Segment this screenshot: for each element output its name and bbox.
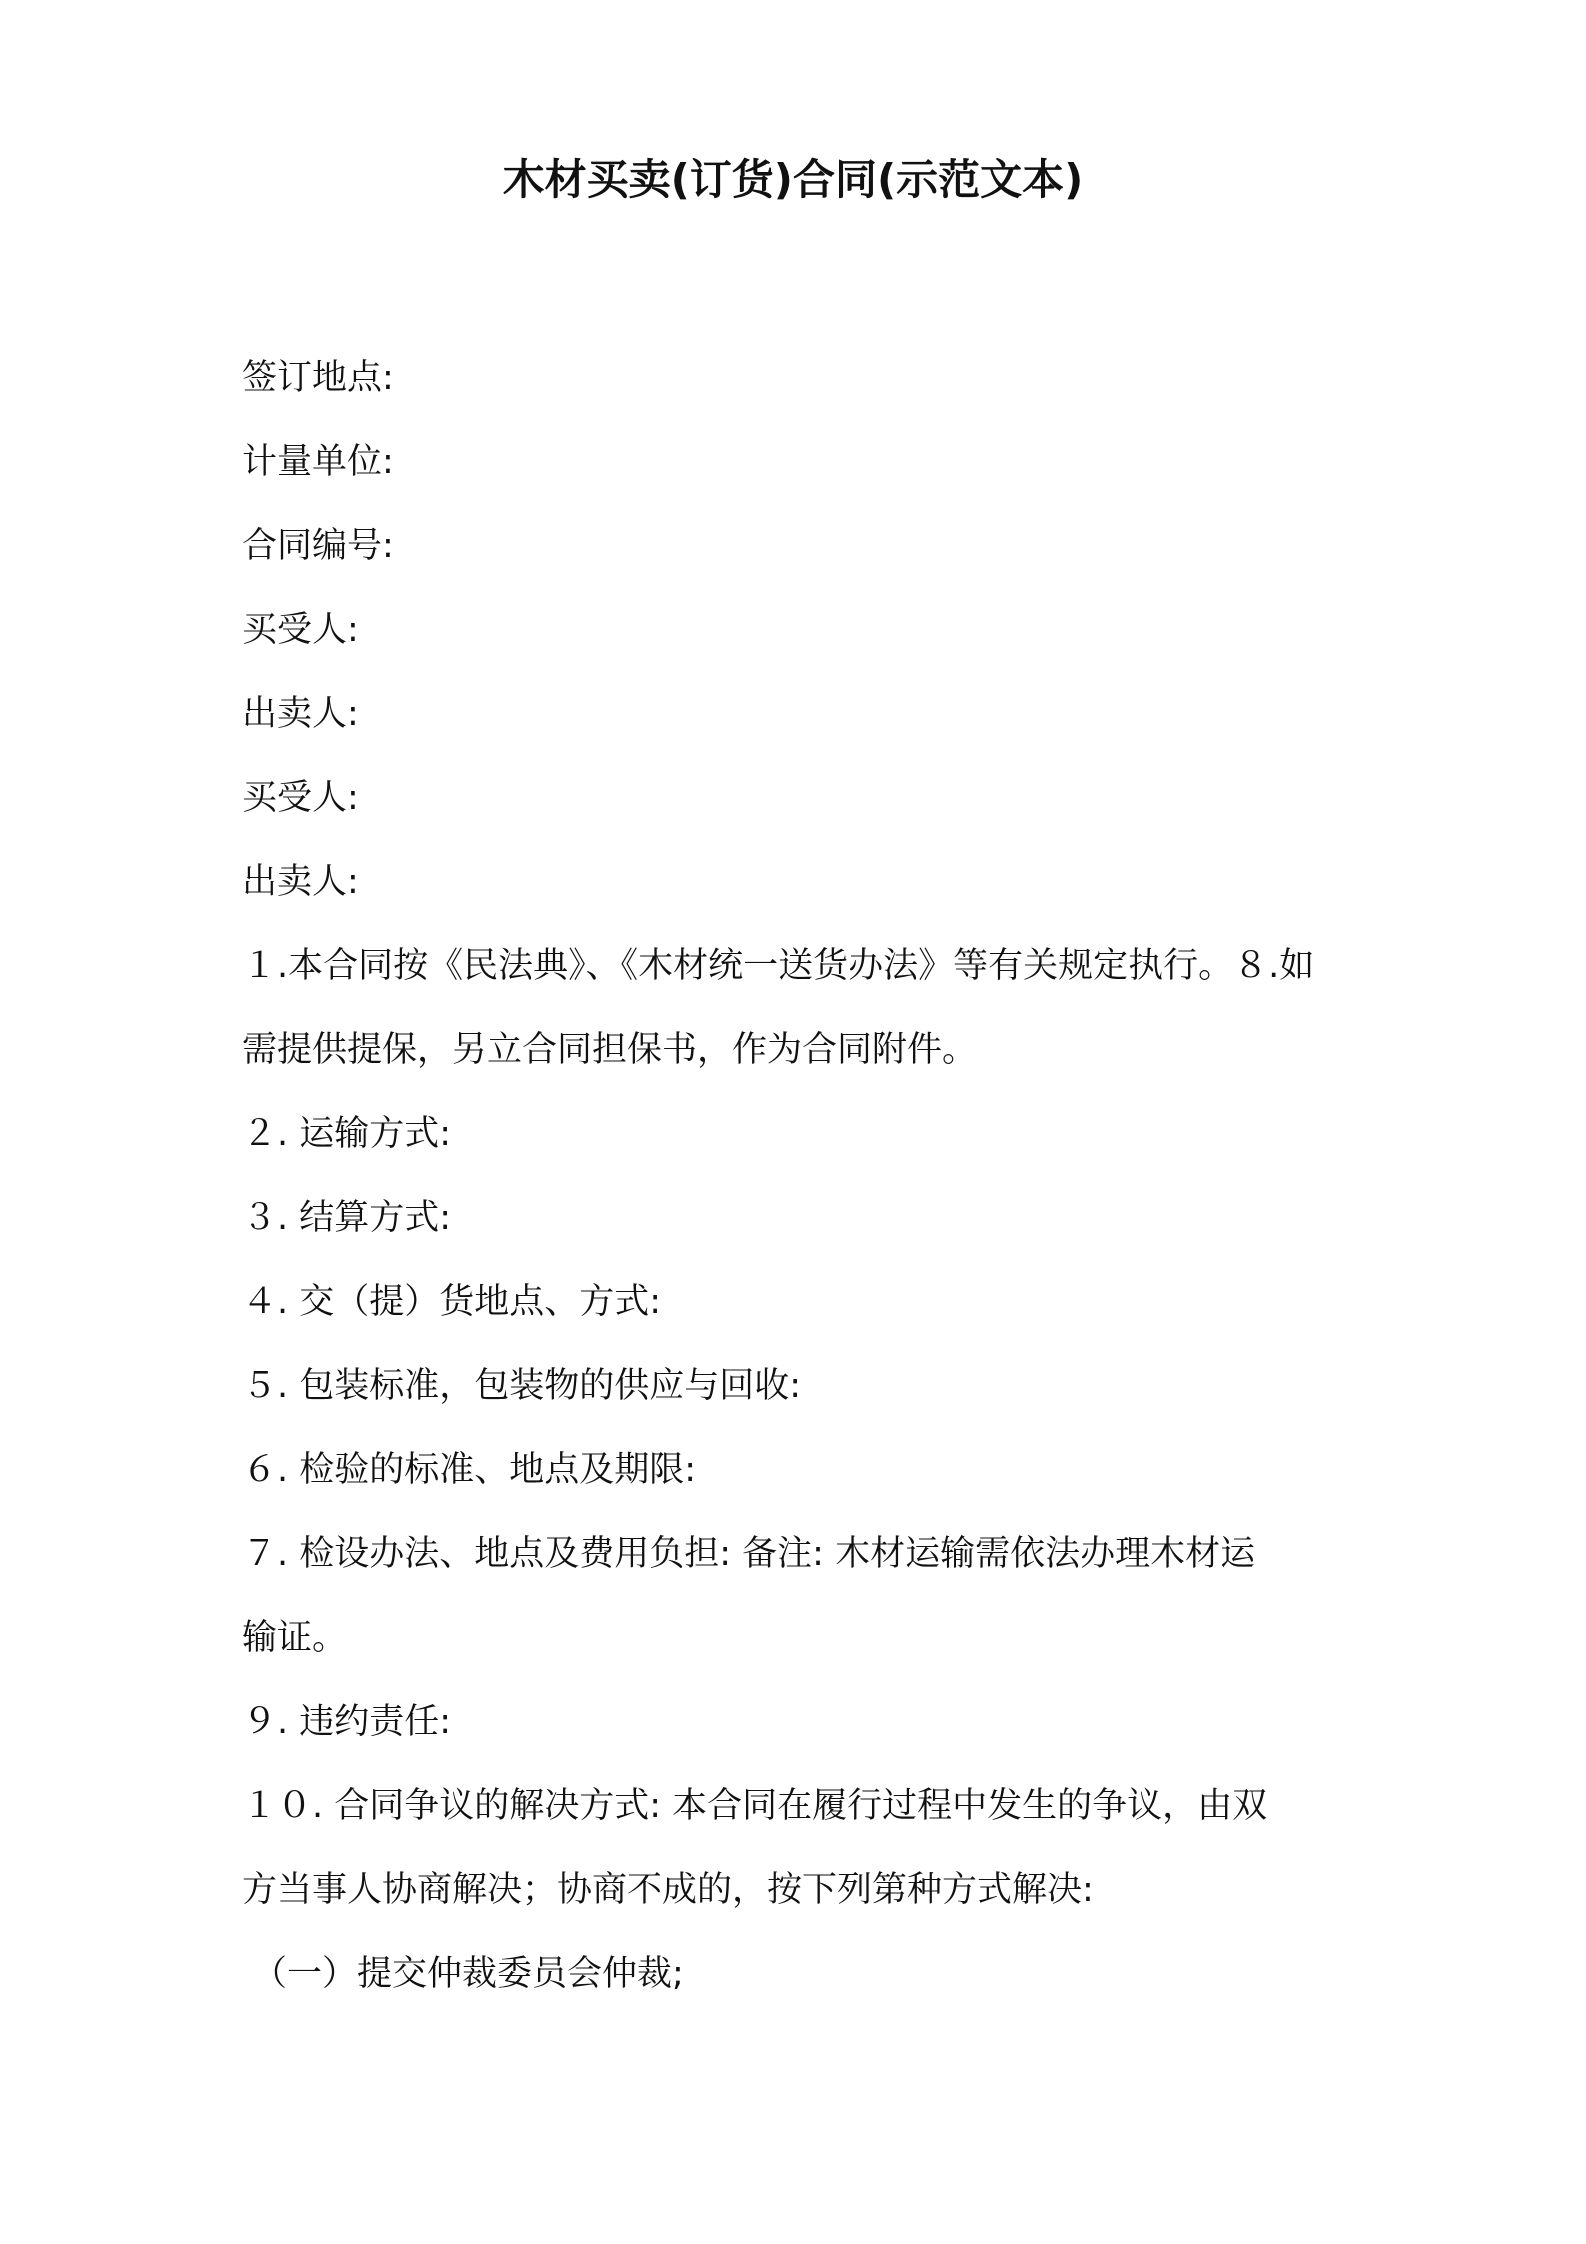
clause-10-option-1: （一）提交仲裁委员会仲裁;	[252, 1954, 684, 1994]
field-seller: 出卖人:	[242, 694, 359, 734]
clause-3: ３. 结算方式:	[242, 1198, 452, 1238]
clause-1: １.本合同按《民法典》、《木材统一送货办法》等有关规定执行。８.如	[242, 946, 1315, 986]
clause-4: ４. 交（提）货地点、方式:	[242, 1282, 662, 1322]
field-seller-2: 出卖人:	[242, 862, 359, 902]
field-signing-place: 签订地点:	[242, 358, 394, 398]
clause-2: ２. 运输方式:	[242, 1114, 452, 1154]
clause-10-cont: 方当事人协商解决；协商不成的，按下列第种方式解决:	[242, 1870, 1094, 1910]
clause-9: ９. 违约责任:	[242, 1702, 452, 1742]
field-contract-number: 合同编号:	[242, 526, 394, 566]
clause-10: １０. 合同争议的解决方式: 本合同在履行过程中发生的争议，由双	[242, 1786, 1268, 1826]
clause-6: ６. 检验的标准、地点及期限:	[242, 1450, 697, 1490]
clause-5: ５. 包装标准，包装物的供应与回收:	[242, 1366, 802, 1406]
clause-7: ７. 检设办法、地点及费用负担: 备注: 木材运输需依法办理木材运	[242, 1534, 1256, 1574]
document-title: 木材买卖(订货)合同(示范文本)	[502, 155, 1084, 204]
field-buyer-2: 买受人:	[242, 778, 359, 818]
clause-1-cont: 需提供提保，另立合同担保书，作为合同附件。	[242, 1030, 978, 1070]
clause-7-cont: 输证。	[242, 1618, 348, 1658]
field-buyer: 买受人:	[242, 610, 359, 650]
document-body	[242, 336, 1367, 2016]
field-unit-of-measure: 计量单位:	[242, 442, 394, 482]
